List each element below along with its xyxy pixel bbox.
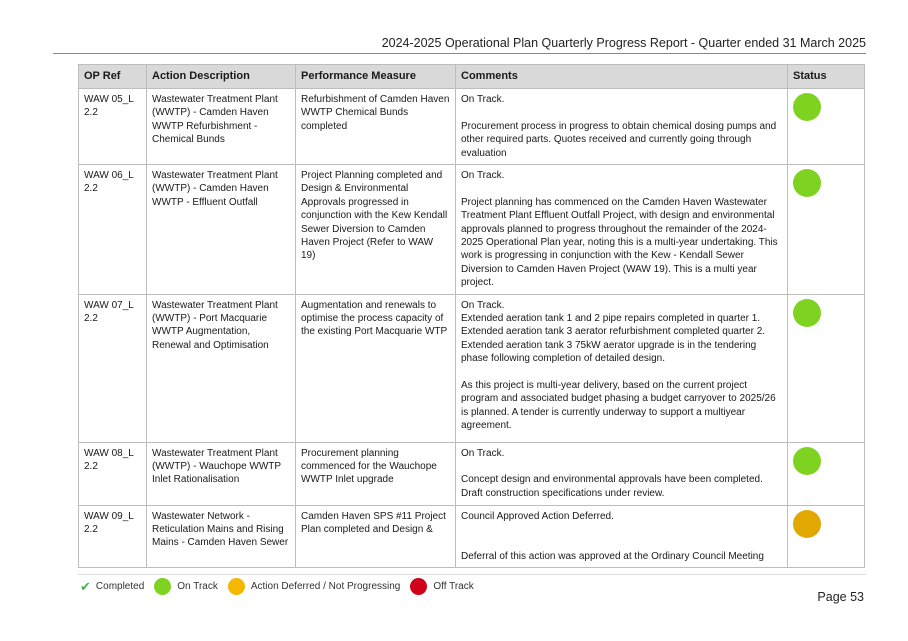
header-divider	[53, 53, 866, 54]
legend-label: Off Track	[433, 581, 474, 592]
performance-measure-cell: Procurement planning commenced for the Wauchope WWTP Inlet upgrade	[296, 442, 456, 505]
action-description-cell: Wastewater Treatment Plant (WWTP) - Camden Haven WWTP - Effluent Outfall	[147, 165, 296, 295]
action-description-cell: Wastewater Network - Reticulation Mains and Rising Mains - Camden Haven Sewer	[147, 505, 296, 568]
op-ref-cell: WAW 05_L 2.2	[79, 89, 147, 165]
comment-paragraph: Project planning has commenced on the Camden Haven Wastewater Treatment Plant Effluent Outfall Project, with design and environmental approvals planned to progress throughout the remainder of the 2024-2025 Operational Plan year, noting this is a multi-year undertaking. This work is progressing in conjunction with the Kew - Kendall Sewer Diversion to Camden Haven Project (WAW 19). This is a multi year project.	[461, 196, 778, 289]
comment-paragraph: Council Approved Action Deferred.	[461, 510, 614, 522]
legend-label: Completed	[95, 581, 145, 592]
comments-cell	[456, 505, 788, 568]
comment-paragraph: Extended aeration tank 1 and 2 pipe repairs completed in quarter 1. Extended aeration tank 3 aerator refurbishment completed quarter 2. Extended aeration tank 3 75kW aerator upgrade is in the tendering phase following completion of detailed design.	[461, 313, 766, 365]
performance-measure-cell: Refurbishment of Camden Haven WWTP Chemical Bunds completed	[296, 89, 456, 165]
comment-paragraph	[461, 523, 782, 536]
comment-paragraph: On Track.	[461, 447, 505, 459]
comment-paragraph: Deferral of this action was approved at the Ordinary Council Meeting	[461, 550, 764, 562]
status-cell	[788, 294, 865, 442]
status-legend	[80, 578, 484, 595]
col-header-status: Status	[788, 65, 865, 89]
status-cell	[788, 442, 865, 505]
performance-measure-cell: Augmentation and renewals to optimise the process capacity of the existing Port Macquarie WTP	[296, 294, 456, 442]
comment-paragraph: On Track.	[461, 299, 505, 311]
comment-paragraph	[461, 182, 782, 195]
legend-completed	[80, 579, 144, 595]
op-ref-cell: WAW 07_L 2.2	[79, 294, 147, 442]
col-header-op-ref: OP Ref	[79, 65, 147, 89]
table-body	[79, 89, 865, 568]
status-dot-icon	[793, 510, 821, 538]
comment-paragraph	[461, 106, 782, 119]
legend-deferred	[228, 578, 401, 595]
table-row	[79, 294, 865, 442]
status-cell	[788, 505, 865, 568]
red-dot-icon	[410, 578, 427, 595]
op-ref-cell: WAW 09_L 2.2	[79, 505, 147, 568]
status-dot-icon	[793, 447, 821, 475]
table-header-row	[79, 65, 865, 89]
col-header-action: Action Description	[147, 65, 296, 89]
table-row	[79, 505, 865, 568]
page-number: Page 53	[817, 590, 864, 604]
legend-label: Action Deferred / Not Progressing	[250, 581, 401, 592]
table-row	[79, 165, 865, 295]
legend-divider	[78, 574, 866, 575]
table-row	[79, 442, 865, 505]
legend-label: On Track	[177, 581, 218, 592]
status-dot-icon	[793, 169, 821, 197]
action-description-cell: Wastewater Treatment Plant (WWTP) - Port Macquarie WWTP Augmentation, Renewal and Optimisation	[147, 294, 296, 442]
action-description-cell: Wastewater Treatment Plant (WWTP) - Camden Haven WWTP Refurbishment - Chemical Bunds	[147, 89, 296, 165]
status-cell	[788, 89, 865, 165]
comment-paragraph	[461, 366, 782, 379]
report-title: 2024-2025 Operational Plan Quarterly Progress Report - Quarter ended 31 March 2025	[381, 36, 866, 50]
op-ref-cell: WAW 06_L 2.2	[79, 165, 147, 295]
comments-cell	[456, 294, 788, 442]
comment-paragraph: As this project is multi-year delivery, based on the current project program and associated budget phasing a budget carryover to 2025/26 is planned. A tender is currently underway to support a multiyear agreement.	[461, 380, 776, 432]
comment-paragraph	[461, 536, 782, 549]
col-header-measure: Performance Measure	[296, 65, 456, 89]
performance-measure-cell: Camden Haven SPS #11 Project Plan completed and Design &	[296, 505, 456, 568]
op-ref-cell: WAW 08_L 2.2	[79, 442, 147, 505]
amber-dot-icon	[228, 578, 245, 595]
col-header-comments: Comments	[456, 65, 788, 89]
checkmark-icon: ✔	[80, 578, 91, 594]
comment-paragraph: On Track.	[461, 94, 505, 105]
performance-measure-cell: Project Planning completed and Design & Environmental Approvals progressed in conjunction with the Kew Kendall Sewer Diversion to Camden Haven Project (Refer to WAW 19)	[296, 165, 456, 295]
comments-cell	[456, 89, 788, 165]
comments-cell	[456, 442, 788, 505]
action-description-cell: Wastewater Treatment Plant (WWTP) - Wauchope WWTP Inlet Rationalisation	[147, 442, 296, 505]
comment-paragraph	[461, 460, 782, 473]
comment-paragraph: On Track.	[461, 170, 505, 182]
status-dot-icon	[793, 299, 821, 327]
progress-table	[78, 64, 865, 568]
status-dot-icon	[793, 93, 821, 121]
green-dot-icon	[154, 578, 171, 595]
legend-on-track	[154, 578, 218, 595]
status-cell	[788, 165, 865, 295]
comment-paragraph: Concept design and environmental approvals have been completed. Draft construction specifications under review.	[461, 474, 763, 499]
comment-paragraph: Procurement process in progress to obtain chemical dosing pumps and other required parts. Quotes received and currently going through evaluation	[461, 120, 777, 159]
comments-cell	[456, 165, 788, 295]
table-row	[79, 89, 865, 165]
legend-off-track	[410, 578, 473, 595]
